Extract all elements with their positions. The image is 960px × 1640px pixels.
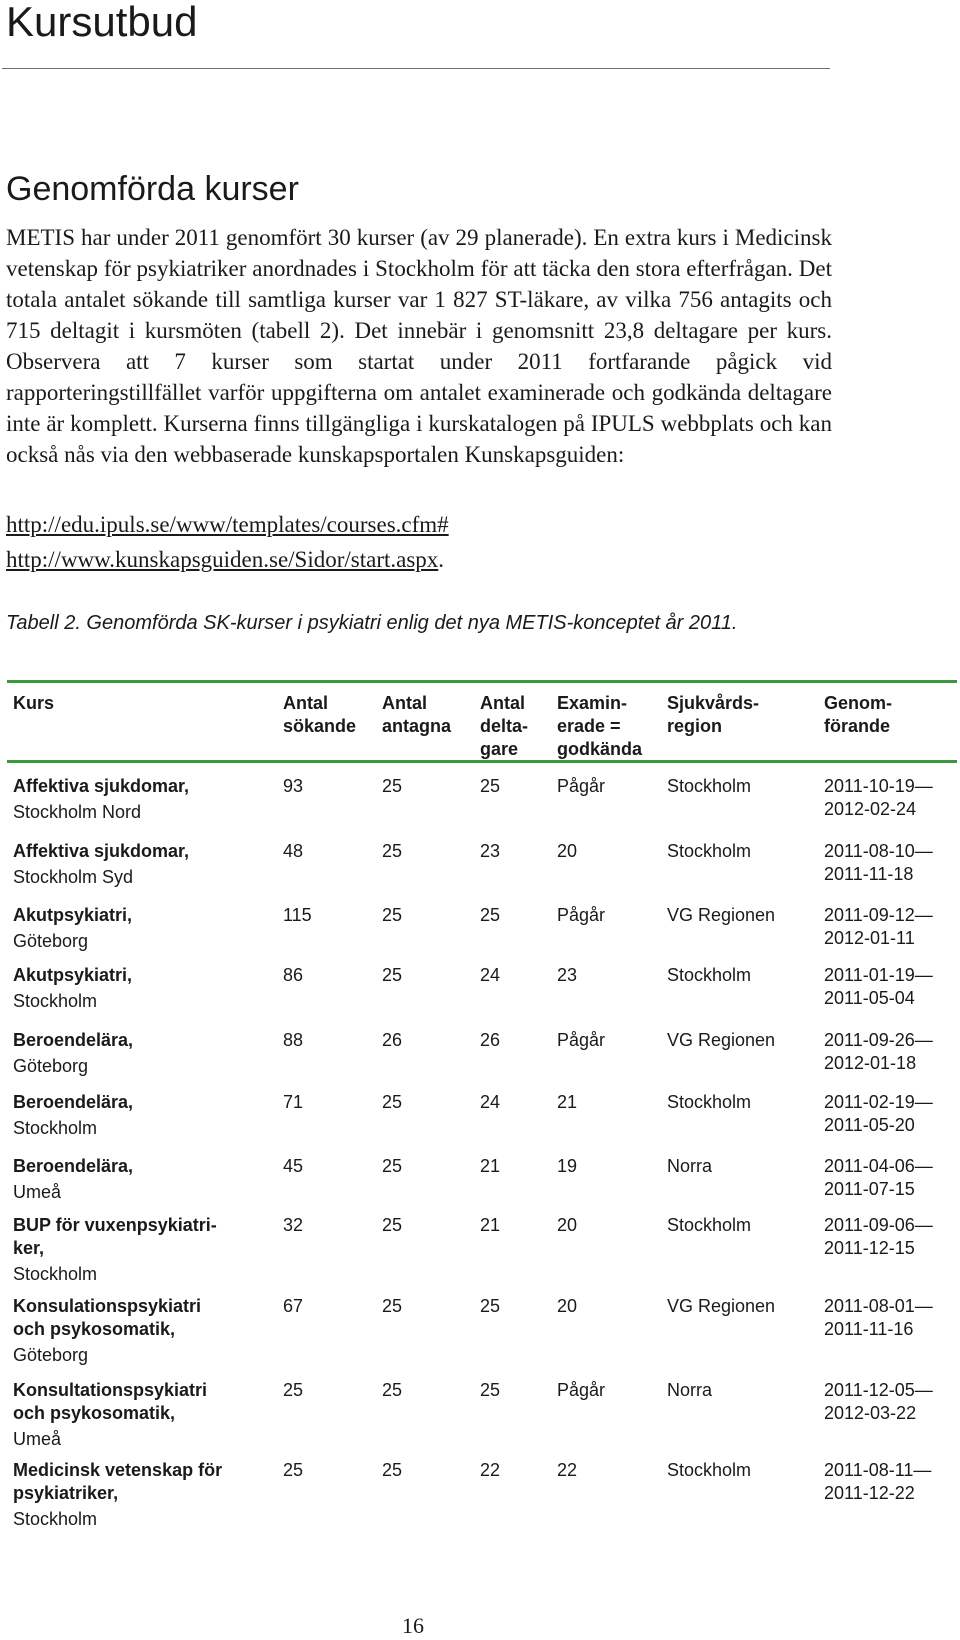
end-date: 2011-12-22 — [824, 1483, 915, 1503]
antagna-cell: 25 — [382, 841, 403, 861]
examinerade-cell: Pågår — [557, 1030, 606, 1050]
course-cell — [13, 840, 189, 889]
region-cell: Stockholm — [667, 1092, 752, 1112]
region-cell: VG Regionen — [667, 1296, 776, 1316]
examinerade-cell: 21 — [557, 1092, 578, 1112]
genomforande-cell — [824, 1155, 933, 1201]
sokande-cell: 32 — [283, 1215, 304, 1235]
course-location: Stockholm Nord — [13, 802, 142, 822]
course-name: Medicinsk vetenskap för — [13, 1460, 223, 1480]
region-cell: Stockholm — [667, 965, 752, 985]
antagna-cell: 25 — [382, 1215, 403, 1235]
course-location: Stockholm Syd — [13, 867, 134, 887]
examinerade-cell: 20 — [557, 1215, 578, 1235]
page-title: Kursutbud — [6, 0, 198, 45]
course-name: och psykosomatik, — [13, 1403, 176, 1423]
examinerade-cell: 20 — [557, 841, 578, 861]
course-name: Konsultationspsykiatri — [13, 1380, 208, 1400]
ipuls-link-line — [6, 509, 449, 540]
examinerade-cell: 23 — [557, 965, 578, 985]
deltagare-cell: 24 — [480, 965, 501, 985]
course-cell — [13, 1214, 217, 1286]
sokande-cell: 25 — [283, 1380, 304, 1400]
genomforande-cell — [824, 1091, 933, 1137]
examinerade-cell: 20 — [557, 1296, 578, 1316]
genomforande-cell — [824, 1379, 933, 1425]
table-caption: Tabell 2. Genomförda SK-kurser i psykiatri enlig det nya METIS-konceptet år 2011. — [6, 612, 738, 634]
genomforande-cell — [824, 904, 933, 950]
course-name: Akutpsykiatri, — [13, 905, 133, 925]
region-cell: VG Regionen — [667, 1030, 776, 1050]
genomforande-cell — [824, 964, 933, 1010]
examinerade-cell: Pågår — [557, 776, 606, 796]
course-cell — [13, 1091, 133, 1140]
course-location: Göteborg — [13, 931, 89, 951]
region-cell: Norra — [667, 1380, 713, 1400]
header-examinerade: Examin- erade = godkända — [557, 693, 643, 759]
sokande-cell: 25 — [283, 1460, 304, 1480]
sokande-cell: 93 — [283, 776, 304, 796]
antagna-cell: 25 — [382, 1460, 403, 1480]
deltagare-cell: 25 — [480, 905, 501, 925]
start-date: 2011-09-06— — [824, 1215, 933, 1235]
section-heading: Genomförda kurser — [6, 170, 299, 208]
start-date: 2011-02-19— — [824, 1092, 933, 1112]
header-genomforande: Genom- förande — [824, 693, 893, 736]
region-cell: Stockholm — [667, 1460, 752, 1480]
sokande-cell: 115 — [283, 905, 312, 925]
genomforande-cell — [824, 1029, 933, 1075]
examinerade-cell: Pågår — [557, 1380, 606, 1400]
examinerade-cell: 19 — [557, 1156, 578, 1176]
antagna-cell: 25 — [382, 965, 403, 985]
start-date: 2011-01-19— — [824, 965, 933, 985]
course-name: och psykosomatik, — [13, 1319, 176, 1339]
start-date: 2011-08-10— — [824, 841, 933, 861]
sokande-cell: 71 — [283, 1092, 304, 1112]
course-location: Stockholm — [13, 1509, 98, 1529]
course-cell — [13, 964, 132, 1013]
sokande-cell: 67 — [283, 1296, 304, 1316]
antagna-cell: 25 — [382, 1296, 403, 1316]
end-date: 2011-07-15 — [824, 1179, 915, 1199]
genomforande-cell — [824, 775, 933, 821]
deltagare-cell: 22 — [480, 1460, 501, 1480]
genomforande-cell — [824, 840, 933, 886]
end-date: 2011-11-16 — [824, 1319, 914, 1339]
course-cell — [13, 1459, 222, 1531]
end-date: 2011-05-04 — [824, 988, 915, 1008]
sokande-cell: 86 — [283, 965, 304, 985]
deltagare-cell: 26 — [480, 1030, 501, 1050]
course-name: Beroendelära, — [13, 1092, 134, 1112]
examinerade-cell: 22 — [557, 1460, 578, 1480]
examinerade-cell: Pågår — [557, 905, 606, 925]
region-cell: Stockholm — [667, 841, 752, 861]
course-name: Akutpsykiatri, — [13, 965, 133, 985]
deltagare-cell: 25 — [480, 1296, 501, 1316]
page-number: 16 — [402, 1613, 424, 1638]
course-location: Stockholm — [13, 1118, 98, 1138]
start-date: 2011-10-19— — [824, 776, 933, 796]
header-sokande: Antal sökande — [283, 693, 357, 736]
end-date: 2012-01-18 — [824, 1053, 917, 1073]
ipuls-link[interactable]: http://edu.ipuls.se/www/templates/courses.cfm# — [6, 512, 449, 537]
course-location: Stockholm — [13, 991, 98, 1011]
region-cell: Norra — [667, 1156, 713, 1176]
sokande-cell: 88 — [283, 1030, 304, 1050]
deltagare-cell: 25 — [480, 1380, 501, 1400]
start-date: 2011-08-11— — [824, 1460, 932, 1480]
deltagare-cell: 21 — [480, 1156, 501, 1176]
genomforande-cell — [824, 1459, 931, 1505]
antagna-cell: 25 — [382, 905, 403, 925]
antagna-cell: 26 — [382, 1030, 403, 1050]
end-date: 2011-12-15 — [824, 1238, 915, 1258]
antagna-cell: 25 — [382, 1092, 403, 1112]
course-location: Göteborg — [13, 1345, 89, 1365]
course-name: Affektiva sjukdomar, — [13, 776, 190, 796]
start-date: 2011-09-12— — [824, 905, 933, 925]
title-divider — [2, 68, 830, 69]
course-location: Umeå — [13, 1182, 62, 1202]
end-date: 2011-05-20 — [824, 1115, 915, 1135]
kunskapsguiden-link[interactable]: http://www.kunskapsguiden.se/Sidor/start.aspx — [6, 547, 439, 572]
course-cell — [13, 1029, 133, 1078]
sokande-cell: 45 — [283, 1156, 304, 1176]
course-name: psykiatriker, — [13, 1483, 119, 1503]
region-cell: Stockholm — [667, 776, 752, 796]
sokande-cell: 48 — [283, 841, 304, 861]
region-cell: VG Regionen — [667, 905, 776, 925]
region-cell: Stockholm — [667, 1215, 752, 1235]
course-location: Umeå — [13, 1429, 62, 1449]
deltagare-cell: 24 — [480, 1092, 501, 1112]
course-cell — [13, 775, 189, 824]
course-location: Göteborg — [13, 1056, 89, 1076]
course-cell — [13, 1295, 201, 1367]
antagna-cell: 25 — [382, 776, 403, 796]
start-date: 2011-08-01— — [824, 1296, 933, 1316]
course-cell — [13, 1155, 133, 1204]
end-date: 2011-11-18 — [824, 864, 914, 884]
header-kurs: Kurs — [13, 693, 55, 713]
course-name: Beroendelära, — [13, 1030, 134, 1050]
course-name: ker, — [13, 1238, 45, 1258]
table-top-rule — [7, 680, 957, 683]
genomforande-cell — [824, 1214, 933, 1260]
header-region: Sjukvårds- region — [667, 693, 760, 736]
end-date: 2012-01-11 — [824, 928, 915, 948]
start-date: 2011-04-06— — [824, 1156, 933, 1176]
antagna-cell: 25 — [382, 1380, 403, 1400]
course-name: Affektiva sjukdomar, — [13, 841, 190, 861]
deltagare-cell: 25 — [480, 776, 501, 796]
link-period: . — [438, 547, 445, 572]
course-name: BUP för vuxenpsykiatri- — [13, 1215, 217, 1235]
kunskapsguiden-link-line — [6, 544, 444, 575]
start-date: 2011-09-26— — [824, 1030, 933, 1050]
end-date: 2012-03-22 — [824, 1403, 917, 1423]
course-cell — [13, 904, 132, 953]
course-location: Stockholm — [13, 1264, 98, 1284]
deltagare-cell: 23 — [480, 841, 501, 861]
intro-paragraph: METIS har under 2011 genomfört 30 kurser (av 29 planerade). En extra kurs i Medicinsk vetenskap för psykiatriker anordnades i Stockholm för att täcka den stora efterfrågan. Det totala antalet sökande till samtliga kurser var 1 827 ST-läkare, av vilka 756 antagits och 715 deltagit i kursmöten (tabell 2). Det innebär i genomsnitt 23,8 deltagare per kurs. Observera att 7 kurser som startat under 2011 fortfarande pågick vid rapporteringstillfället varför uppgifterna om antalet examinerade och godkända deltagare inte är komplett. Kurserna finns tillgängliga i kurskatalogen på IPULS webbplats och kan också nås via den webbaserade kunskapsportalen Kunskapsguiden: — [6, 225, 832, 467]
header-deltagare: Antal delta- gare — [480, 693, 529, 759]
header-antagna: Antal antagna — [382, 693, 452, 736]
genomforande-cell — [824, 1295, 933, 1341]
start-date: 2011-12-05— — [824, 1380, 933, 1400]
end-date: 2012-02-24 — [824, 799, 917, 819]
course-name: Beroendelära, — [13, 1156, 134, 1176]
antagna-cell: 25 — [382, 1156, 403, 1176]
deltagare-cell: 21 — [480, 1215, 501, 1235]
course-name: Konsulationspsykiatri — [13, 1296, 202, 1316]
course-cell — [13, 1379, 207, 1451]
